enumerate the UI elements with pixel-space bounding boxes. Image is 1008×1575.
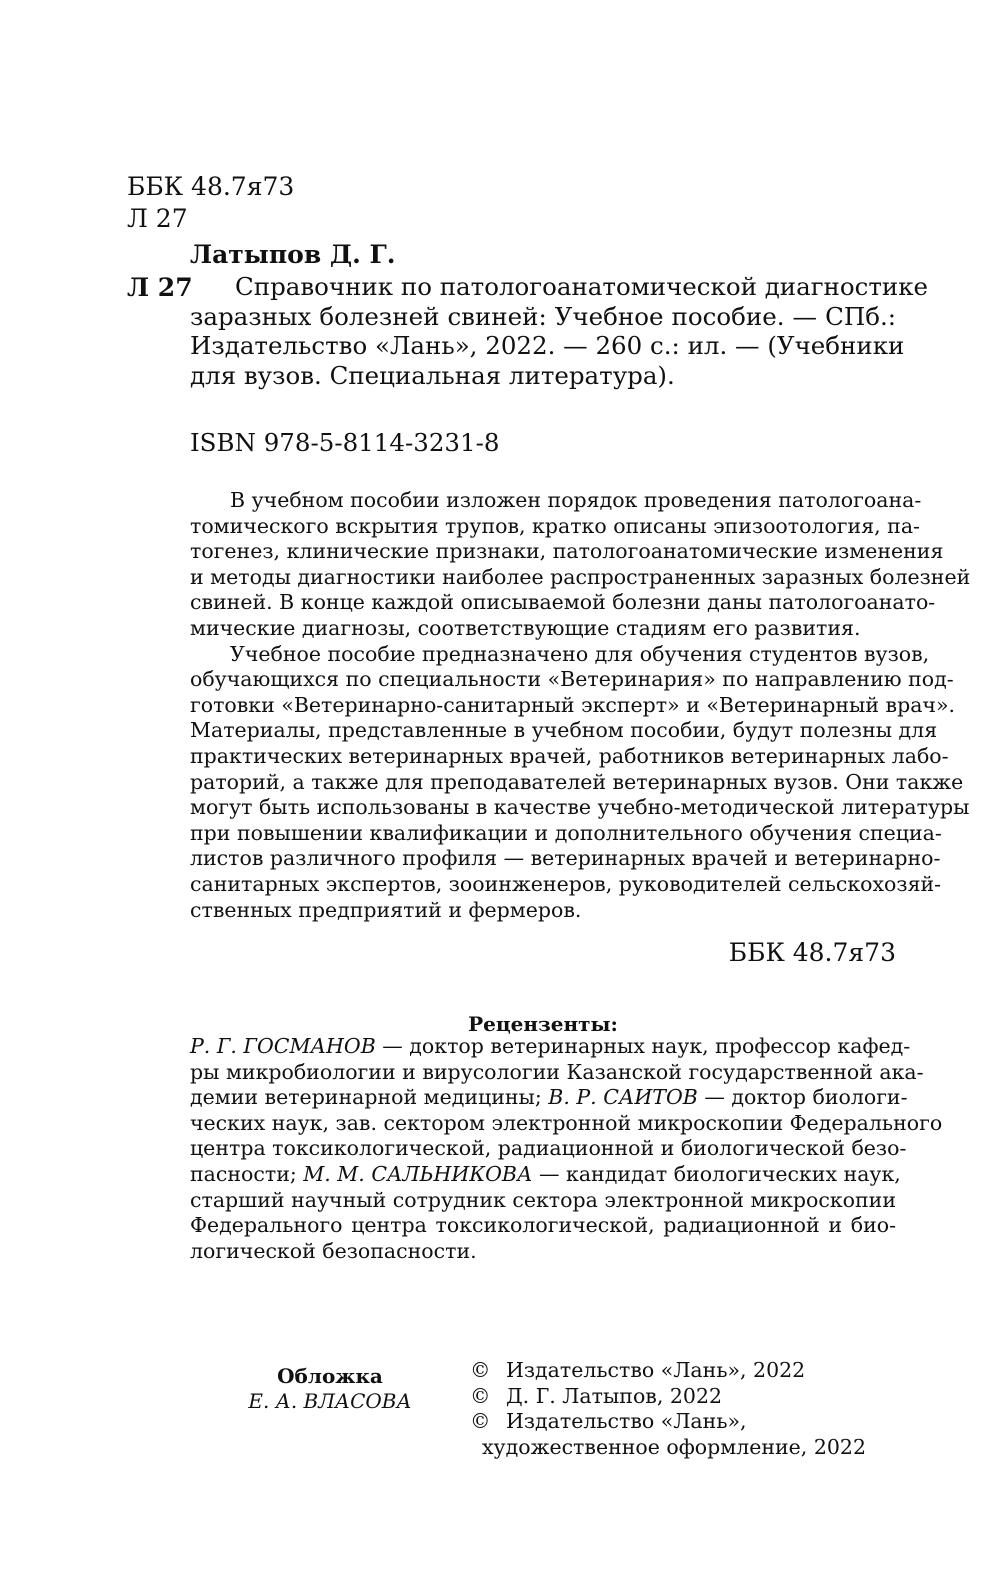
bibliographic-entry: [190, 272, 929, 390]
annotation-line: обучающихся по специальности «Ветеринария» по направлению под-: [190, 667, 954, 692]
reviewer-line: Федерального центра токсикологической, радиационной и био-: [190, 1213, 896, 1238]
entry-line: Издательство «Лань», 2022. — 260 с.: ил. — (Учебники: [190, 331, 905, 360]
reviewer-line: ческих наук, зав. сектором электронной микроскопии Федерального: [190, 1110, 943, 1135]
reviewer-text: демии ветеринарной медицины;: [190, 1085, 549, 1110]
copyright-icon: ©: [470, 1358, 491, 1382]
reviewer-text: — кандидат биологических наук,: [532, 1161, 901, 1186]
copyright-row: [470, 1384, 866, 1410]
annotation-line: и методы диагностики наиболее распространенных заразных болезней: [190, 564, 971, 589]
annotation-line: Материалы, представленные в учебном пособии, будут полезны для: [190, 718, 938, 743]
annotation-line: готовки «Ветеринарно-санитарный эксперт» и «Ветеринарный врач».: [190, 692, 956, 717]
copyright-text: Д. Г. Латыпов, 2022: [506, 1383, 723, 1408]
reviewer-line: [190, 1085, 908, 1111]
annotation-line: раторий, а также для преподавателей ветеринарных вузов. Они также: [190, 769, 964, 794]
entry-line: заразных болезней свиней: Учебное пособие. — СПб.:: [190, 301, 896, 331]
copyright-block: [470, 1358, 866, 1460]
annotation-line: свиней. В конце каждой описываемой болезни даны патологоанато-: [190, 590, 936, 615]
bbk-code-top: ББК 48.7я73: [127, 172, 295, 201]
entry-line: Справочник по патологоанатомической диагностике: [235, 272, 929, 301]
copyright-row: [470, 1409, 866, 1435]
annotation: [190, 488, 971, 923]
copyright-text: Издательство «Лань»,: [506, 1409, 747, 1434]
reviewer-text: — доктор биологи-: [697, 1085, 908, 1110]
reviewers-block: [190, 1034, 943, 1264]
bbk-code-bottom: ББК 48.7я73: [728, 938, 896, 967]
annotation-line: листов различного профиля — ветеринарных врачей и ветеринарно-: [190, 846, 941, 871]
reviewer-name: В. Р. САИТОВ: [548, 1085, 698, 1110]
annotation-line: томического вскрытия трупов, кратко описаны эпизоотология, па-: [190, 513, 920, 538]
entry-line: для вузов. Специальная литература).: [190, 360, 675, 390]
copyright-row: [470, 1435, 866, 1461]
reviewer-line: старший научный сотрудник сектора электронной микроскопии: [190, 1187, 896, 1212]
copyright-text: Издательство «Лань», 2022: [506, 1358, 806, 1382]
annotation-line: мические диагнозы, соответствующие стадиям его развития.: [190, 615, 861, 640]
reviewer-text: пасности;: [190, 1161, 304, 1186]
annotation-line: практических ветеринарных врачей, работников ветеринарных лабо-: [190, 743, 949, 768]
annotation-line: санитарных экспертов, зооинженеров, руководителей сельскохозяй-: [190, 871, 942, 896]
reviewer-text: — доктор ветеринарных наук, профессор кафед-: [375, 1034, 911, 1058]
reviewers-title: Рецензенты:: [468, 1012, 618, 1036]
cover-designer: Е. А. ВЛАСОВА: [248, 1389, 412, 1413]
reviewer-line: [190, 1161, 901, 1188]
annotation-line: тогенез, клинические признаки, патологоанатомические изменения: [190, 539, 944, 564]
annotation-line: В учебном пособии изложен порядок проведения патологоана-: [230, 488, 922, 512]
isbn: ISBN 978-5-8114-3231-8: [190, 428, 500, 457]
annotation-line: могут быть использованы в качестве учебно-методической литературы: [190, 795, 970, 820]
copyright-row: [470, 1358, 866, 1384]
reviewer-name: Р. Г. ГОСМАНОВ: [190, 1034, 376, 1058]
reviewer-line: ры микробиологии и вирусологии Казанской государственной ака-: [190, 1059, 924, 1084]
annotation-line: Учебное пособие предназначено для обучения студентов вузов,: [230, 641, 930, 666]
annotation-line: при повышении квалификации и дополнительного обучения специа-: [190, 820, 942, 845]
author-heading: Латыпов Д. Г.: [190, 240, 396, 269]
copyright-icon: ©: [470, 1409, 491, 1434]
author-sign-code: Л 27: [127, 204, 188, 233]
annotation-line: ственных предприятий и фермеров.: [190, 897, 582, 922]
reviewer-name: М. М. САЛЬНИКОВА: [303, 1161, 533, 1186]
copyright-icon: ©: [470, 1383, 491, 1408]
author-sign-code-bold: Л 27: [127, 273, 193, 302]
reviewer-line: логической безопасности.: [190, 1238, 477, 1263]
reviewer-line: [190, 1034, 911, 1060]
cover-label: Обложка: [277, 1364, 383, 1388]
copyright-text: художественное оформление, 2022: [482, 1434, 867, 1459]
reviewer-line: центра токсикологической, радиационной и биологической безо-: [190, 1136, 907, 1161]
